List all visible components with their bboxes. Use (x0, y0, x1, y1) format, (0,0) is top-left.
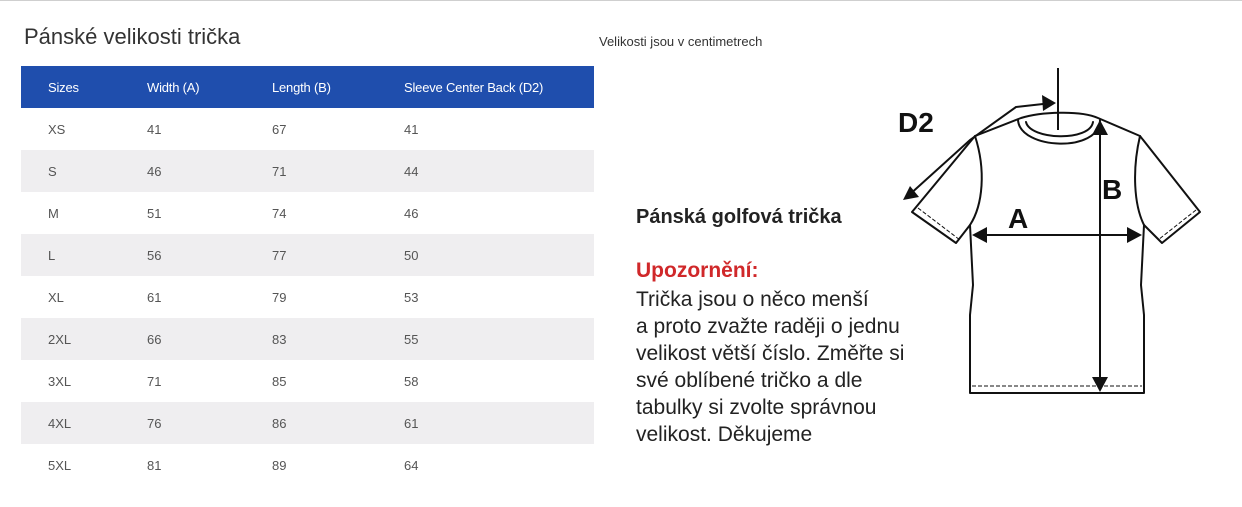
table-cell: M (48, 205, 59, 221)
size-table (21, 66, 594, 486)
table-row (21, 234, 594, 276)
warning-line: své oblíbené tričko a dle (636, 369, 863, 392)
table-cell: 71 (272, 150, 404, 192)
table-cell: 55 (404, 318, 594, 360)
table-cell: 41 (404, 121, 419, 137)
tshirt-measurement-diagram-icon (880, 60, 1210, 405)
page-title: Pánské velikosti trička (24, 24, 241, 49)
table-header-row (21, 66, 594, 108)
table-body (21, 108, 594, 486)
warning-line: velikost. Děkujeme (636, 423, 813, 446)
table-cell: 41 (147, 121, 162, 137)
table-cell: 46 (404, 205, 419, 221)
table-cell: 46 (147, 150, 272, 192)
table-cell: 64 (404, 457, 419, 473)
label-a: A (1008, 203, 1029, 234)
table-cell: 66 (147, 318, 272, 360)
table-cell: 71 (147, 373, 162, 389)
table-cell: 5XL (48, 457, 72, 473)
table-cell: 61 (147, 289, 162, 305)
warning-line: a proto zvažte raději o jednu (636, 315, 900, 338)
table-cell: 51 (147, 205, 162, 221)
table-row (21, 276, 594, 318)
table-row (21, 150, 594, 192)
table-cell: 79 (272, 289, 287, 305)
table-cell: 89 (272, 457, 287, 473)
warning-line: velikost větší číslo. Změřte si (636, 342, 905, 365)
table-cell: 4XL (21, 402, 147, 444)
table-cell: 44 (404, 150, 594, 192)
table-cell: 74 (272, 205, 287, 221)
table-row (21, 108, 594, 150)
table-row (21, 444, 594, 486)
table-cell: 61 (404, 402, 594, 444)
table-cell: 83 (272, 318, 404, 360)
table-cell: 76 (147, 402, 272, 444)
table-cell: S (21, 150, 147, 192)
table-cell: 67 (272, 121, 287, 137)
product-title: Pánská golfová trička (636, 206, 842, 228)
table-cell: 56 (147, 234, 272, 276)
table-cell: 53 (404, 289, 419, 305)
table-cell: 58 (404, 373, 419, 389)
table-cell: 77 (272, 234, 404, 276)
label-d2: D2 (898, 107, 934, 138)
table-cell: 81 (147, 457, 162, 473)
column-header-length: Length (B) (272, 66, 404, 108)
table-cell: 86 (272, 402, 404, 444)
warning-line: Trička jsou o něco menší (636, 288, 869, 311)
table-cell: 2XL (21, 318, 147, 360)
table-row (21, 402, 594, 444)
column-header-width: Width (A) (147, 66, 272, 108)
table-cell: XS (48, 121, 66, 137)
table-cell: 50 (404, 234, 594, 276)
column-header-sizes: Sizes (21, 66, 147, 108)
table-cell: 3XL (48, 373, 72, 389)
warning-line: tabulky si zvolte správnou (636, 396, 877, 419)
table-cell: L (21, 234, 147, 276)
column-header-sleeve: Sleeve Center Back (D2) (404, 66, 594, 108)
table-row (21, 192, 594, 234)
table-cell: XL (48, 289, 64, 305)
table-row (21, 318, 594, 360)
table-row (21, 360, 594, 402)
top-divider (0, 0, 1242, 1)
warning-title: Upozornění: (636, 259, 759, 282)
label-b: B (1102, 174, 1123, 205)
units-note: Velikosti jsou v centimetrech (599, 34, 763, 49)
table-cell: 85 (272, 373, 287, 389)
